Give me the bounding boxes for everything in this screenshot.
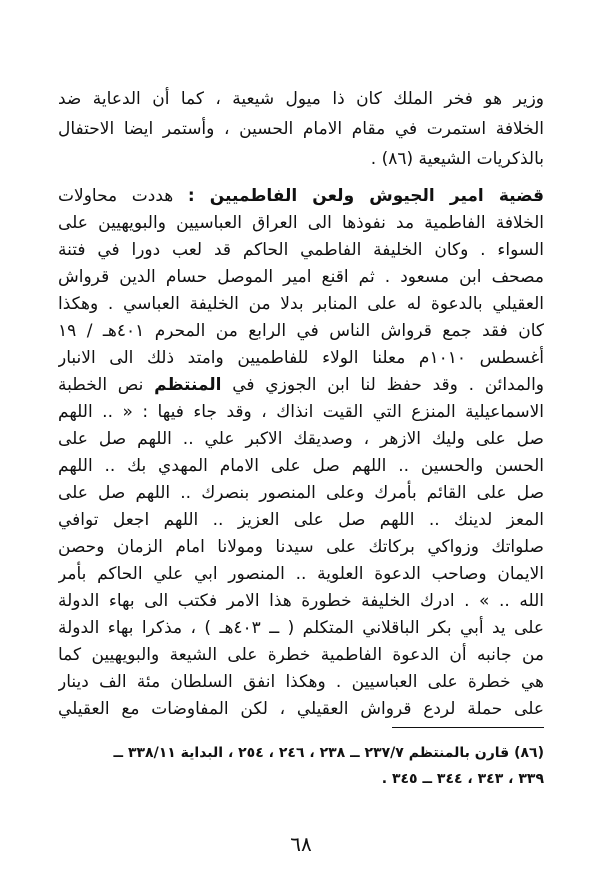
body-line: المعز لدينك .. اللهم صل على العزيز .. اللهم اجعل توافي	[58, 510, 544, 530]
body-line: مصحف ابن مسعود . ثم اقنع امير الموصل حسام الدين قرواش	[58, 267, 544, 287]
body-line: الحسن والحسين .. اللهم صل على الامام المهدي بك .. اللهم	[58, 456, 544, 476]
body-line: أغسطس ١٠١٠م معلنا الولاء للفاطميين وامتد ذلك الى الانبار	[58, 348, 544, 368]
body-text: والمدائن . وقد حفظ لنا ابن الجوزي في	[232, 375, 544, 395]
body-line: الاسماعيلية المنزع التي القيت انذاك ، وقد جاء فيها : « .. اللهم	[58, 402, 544, 422]
body-line: هي خطرة على العباسيين . وهكذا انفق السلطان مئة الف دينار	[58, 672, 544, 692]
body-line: صل على القائم بأمرك وعلى المنصور بنصرك .. اللهم صل على	[58, 483, 544, 503]
body-line: بالذكريات الشيعية (٨٦) .	[370, 149, 544, 169]
book-title-muntazam: المنتظم	[154, 375, 222, 395]
section-heading: قضية امير الجيوش ولعن الفاطميين :	[187, 186, 544, 206]
body-line: صلواتك وزواكي بركاتك على سيدنا ومولانا امام الزمان وحصن	[58, 537, 544, 557]
body-line: كان فقد جمع قرواش الناس في الرابع من المحرم ٤٠١هـ / ١٩	[58, 321, 544, 341]
body-line: على حملة لردع قرواش العقيلي ، لكن المفاوضات مع العقيلي	[58, 699, 544, 719]
body-line: الخلافة استمرت في مقام الامام الحسين ، وأستمر ايضا الاحتفال	[58, 119, 544, 139]
body-line: صل على وليك الازهر ، وصديقك الاكبر علي .. اللهم صل على	[58, 429, 544, 449]
body-line	[58, 370, 544, 400]
section-heading-line	[58, 181, 544, 211]
body-line: السواء . وكان الخليفة الفاطمي الحاكم قد لعب دورا في فتنة	[58, 240, 544, 260]
footnote-line: ٣٣٩ ، ٣٤٣ ، ٣٤٤ ــ ٣٤٥ .	[381, 771, 544, 787]
body-text: نص الخطبة	[58, 375, 144, 395]
heading-line-text: هددت محاولات	[58, 186, 174, 206]
body-line: الايمان وصاحب الدعوة العلوية .. المنصور ابي علي الحاكم بأمر	[58, 564, 544, 584]
body-line: الله .. » . ادرك الخليفة خطورة هذا الامر فكتب الى بهاء الدولة	[58, 591, 544, 611]
body-line: الخلافة الفاطمية مد نفوذها الى العراق العباسيين والبويهيين على	[58, 213, 544, 233]
footnote-line: (٨٦) قارن بالمنتظم ٢٣٧/٧ ــ ٢٣٨ ، ٢٤٦ ، ٢٥٤ ، البداية ٣٣٨/١١ ــ	[113, 745, 544, 761]
body-line: العقيلي بالدعوة له على المنابر بدلا من الخليفة العباسي . وهكذا	[58, 294, 544, 314]
page-number: ٦٨	[290, 832, 312, 856]
body-line: على يد أبي بكر الباقلاني المتكلم ( ــ ٤٠٣هـ ) ، مذكرا بهاء الدولة	[58, 618, 544, 638]
body-line: من جانبه أن الدعوة الفاطمية خطرة على الشيعة والبويهيين كما	[58, 645, 544, 665]
body-line: وزير هو فخر الملك كان ذا ميول شيعية ، كما أن الدعاية ضد	[58, 89, 544, 109]
footnote-rule	[392, 727, 544, 728]
